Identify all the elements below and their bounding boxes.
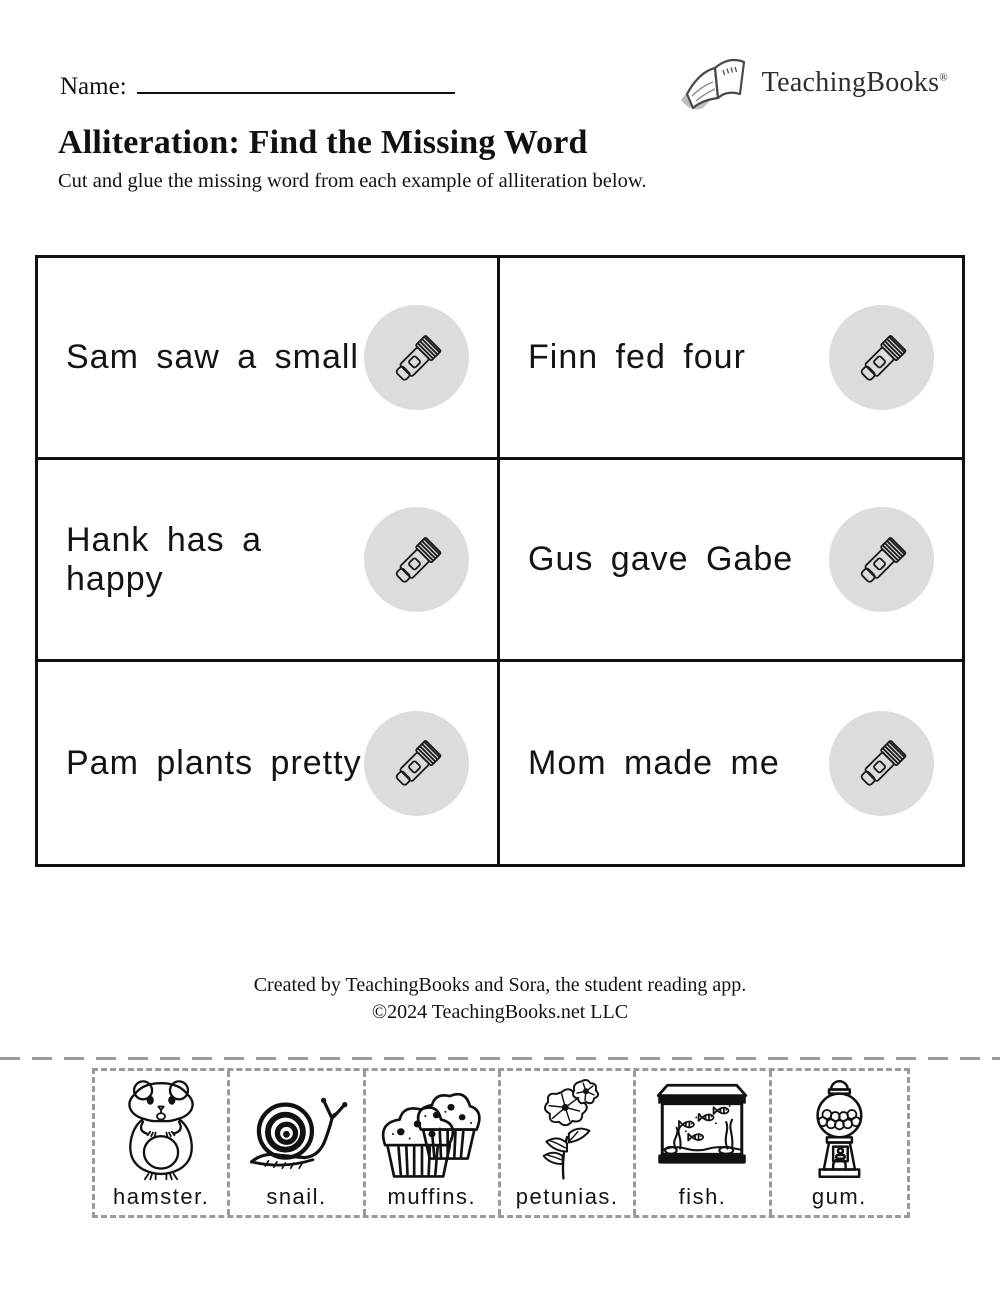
phrase-cell (500, 460, 962, 662)
glue-stick-icon (852, 733, 912, 793)
hamster-icon (102, 1076, 220, 1182)
cutout-strip (92, 1068, 910, 1218)
phrase-text: Gus gave Gabe (528, 540, 794, 578)
glue-stick-icon (387, 530, 447, 590)
cutout-card-gum (772, 1071, 907, 1215)
cutout-card-fish (636, 1071, 771, 1215)
glue-spot (829, 711, 934, 816)
muffins-icon (373, 1076, 491, 1182)
cutout-card-hamster (95, 1071, 230, 1215)
glue-stick-icon (387, 733, 447, 793)
alliteration-grid (35, 255, 965, 867)
fish-tank-icon (643, 1076, 761, 1182)
open-book-icon (670, 50, 756, 116)
cutout-label: muffins. (387, 1184, 477, 1209)
gumball-machine-icon (779, 1076, 900, 1182)
cutout-label: gum. (811, 1184, 867, 1209)
footer-credit: Created by TeachingBooks and Sora, the student reading app. (253, 974, 747, 996)
cutout-label: hamster. (112, 1184, 210, 1209)
glue-spot (364, 711, 469, 816)
cutout-label: petunias. (515, 1184, 619, 1209)
glue-spot (829, 507, 934, 612)
glue-stick-icon (387, 328, 447, 388)
cutout-label: snail. (266, 1184, 327, 1209)
phrase-cell (38, 662, 500, 864)
footer (0, 972, 1000, 1026)
snail-icon (237, 1076, 355, 1182)
registered-mark: ® (939, 71, 948, 84)
cutout-card-snail (230, 1071, 365, 1215)
petunias-icon (508, 1076, 626, 1182)
cut-line (0, 1057, 1000, 1060)
cutout-card-muffins (366, 1071, 501, 1215)
glue-stick-icon (852, 328, 912, 388)
phrase-cell (500, 662, 962, 864)
phrase-text: Finn fed four (528, 338, 746, 376)
phrase-text: Mom made me (528, 743, 780, 782)
glue-spot (364, 507, 469, 612)
name-label: Name: (60, 73, 127, 100)
footer-copyright: ©2024 TeachingBooks.net LLC (371, 1001, 629, 1023)
name-underline (137, 70, 455, 94)
glue-spot (364, 305, 469, 410)
cutout-label: fish. (678, 1184, 727, 1209)
phrase-text: Sam saw a small (66, 338, 359, 376)
cutout-card-petunias (501, 1071, 636, 1215)
teachingbooks-logo (670, 50, 948, 116)
phrase-cell (38, 460, 500, 662)
name-row (60, 70, 455, 101)
instructions-text: Cut and glue the missing word from each example of alliteration below. (58, 170, 647, 192)
phrase-text: Pam plants pretty (66, 743, 362, 782)
phrase-text: Hank has a happy (66, 520, 262, 598)
phrase-cell (38, 258, 500, 460)
glue-spot (829, 305, 934, 410)
logo-wordmark: TeachingBooks (761, 67, 940, 98)
phrase-cell (500, 258, 962, 460)
page-title: Alliteration: Find the Missing Word (58, 124, 588, 161)
glue-stick-icon (852, 530, 912, 590)
